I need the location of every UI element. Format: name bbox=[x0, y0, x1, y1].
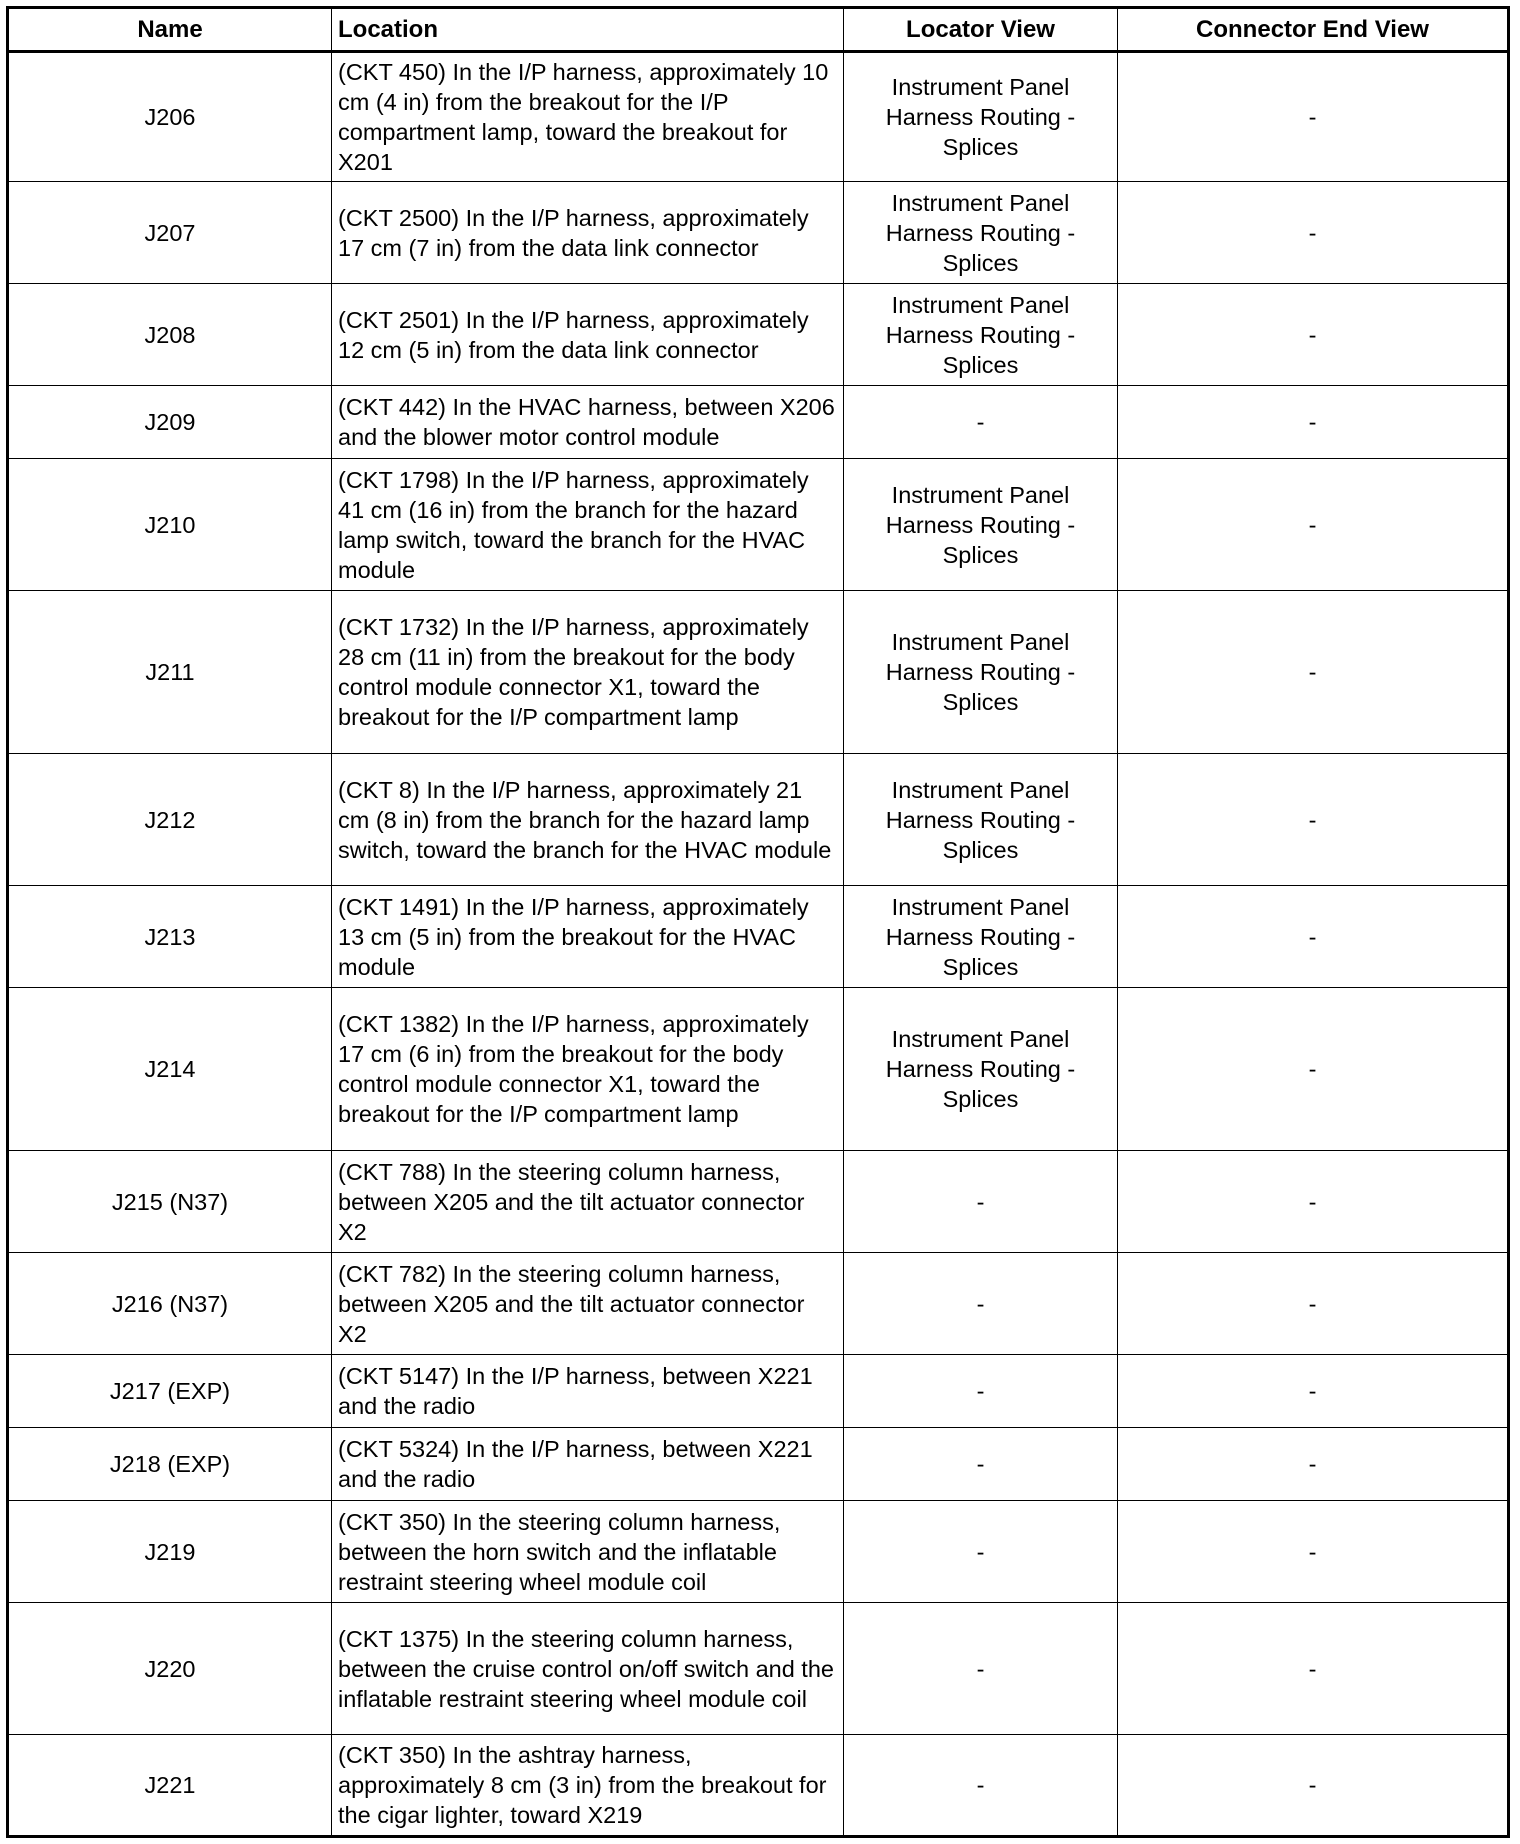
cell-connector-end-view: - bbox=[1118, 886, 1509, 988]
cell-connector-end-view: - bbox=[1118, 1253, 1509, 1355]
cell-name: J212 bbox=[8, 754, 332, 886]
cell-name: J210 bbox=[8, 459, 332, 591]
cell-connector-end-view: - bbox=[1118, 1151, 1509, 1253]
table-row bbox=[8, 52, 1509, 182]
table-row bbox=[8, 1151, 1509, 1253]
cell-location: (CKT 8) In the I/P harness, approximately 21 cm (8 in) from the branch for the hazard lamp switch, toward the branch for the HVAC module bbox=[332, 754, 844, 886]
cell-location: (CKT 442) In the HVAC harness, between X206 and the blower motor control module bbox=[332, 386, 844, 459]
cell-location: (CKT 350) In the ashtray harness, approximately 8 cm (3 in) from the breakout for the cigar lighter, toward X219 bbox=[332, 1735, 844, 1837]
cell-connector-end-view: - bbox=[1118, 591, 1509, 754]
table-row bbox=[8, 386, 1509, 459]
table-header-row bbox=[8, 8, 1509, 52]
cell-locator-view: - bbox=[844, 1355, 1118, 1428]
cell-locator-view: - bbox=[844, 1735, 1118, 1837]
cell-location: (CKT 1732) In the I/P harness, approximately 28 cm (11 in) from the breakout for the body control module connector X1, toward the breakout for the I/P compartment lamp bbox=[332, 591, 844, 754]
header-name: Name bbox=[8, 8, 332, 52]
cell-name: J218 (EXP) bbox=[8, 1428, 332, 1501]
cell-connector-end-view: - bbox=[1118, 284, 1509, 386]
cell-connector-end-view: - bbox=[1118, 1428, 1509, 1501]
table-row bbox=[8, 1501, 1509, 1603]
cell-name: J211 bbox=[8, 591, 332, 754]
table-row bbox=[8, 591, 1509, 754]
header-location: Location bbox=[332, 8, 844, 52]
cell-location: (CKT 450) In the I/P harness, approximately 10 cm (4 in) from the breakout for the I/P compartment lamp, toward the breakout for X201 bbox=[332, 52, 844, 182]
cell-location: (CKT 350) In the steering column harness, between the horn switch and the inflatable restraint steering wheel module coil bbox=[332, 1501, 844, 1603]
cell-location: (CKT 2501) In the I/P harness, approximately 12 cm (5 in) from the data link connector bbox=[332, 284, 844, 386]
cell-locator-view: Instrument Panel Harness Routing - Splices bbox=[844, 591, 1118, 754]
cell-connector-end-view: - bbox=[1118, 1355, 1509, 1428]
cell-name: J219 bbox=[8, 1501, 332, 1603]
cell-connector-end-view: - bbox=[1118, 988, 1509, 1151]
cell-name: J221 bbox=[8, 1735, 332, 1837]
cell-locator-view: Instrument Panel Harness Routing - Splices bbox=[844, 284, 1118, 386]
table-row bbox=[8, 284, 1509, 386]
table-row bbox=[8, 1735, 1509, 1837]
cell-location: (CKT 5147) In the I/P harness, between X221 and the radio bbox=[332, 1355, 844, 1428]
cell-locator-view: - bbox=[844, 1253, 1118, 1355]
cell-locator-view: Instrument Panel Harness Routing - Splices bbox=[844, 988, 1118, 1151]
table-row bbox=[8, 1355, 1509, 1428]
table-row bbox=[8, 988, 1509, 1151]
cell-connector-end-view: - bbox=[1118, 182, 1509, 284]
cell-connector-end-view: - bbox=[1118, 754, 1509, 886]
cell-locator-view: - bbox=[844, 386, 1118, 459]
header-locator-view: Locator View bbox=[844, 8, 1118, 52]
cell-connector-end-view: - bbox=[1118, 1735, 1509, 1837]
cell-name: J208 bbox=[8, 284, 332, 386]
cell-locator-view: - bbox=[844, 1603, 1118, 1735]
cell-name: J213 bbox=[8, 886, 332, 988]
cell-connector-end-view: - bbox=[1118, 386, 1509, 459]
cell-connector-end-view: - bbox=[1118, 1501, 1509, 1603]
table-row bbox=[8, 886, 1509, 988]
cell-location: (CKT 788) In the steering column harness, between X205 and the tilt actuator connector X2 bbox=[332, 1151, 844, 1253]
cell-locator-view: Instrument Panel Harness Routing - Splices bbox=[844, 754, 1118, 886]
splice-table bbox=[6, 6, 1510, 1838]
cell-name: J214 bbox=[8, 988, 332, 1151]
cell-locator-view: - bbox=[844, 1428, 1118, 1501]
cell-location: (CKT 5324) In the I/P harness, between X221 and the radio bbox=[332, 1428, 844, 1501]
cell-locator-view: Instrument Panel Harness Routing - Splices bbox=[844, 182, 1118, 284]
table-row bbox=[8, 459, 1509, 591]
table-row bbox=[8, 1428, 1509, 1501]
cell-locator-view: - bbox=[844, 1501, 1118, 1603]
cell-connector-end-view: - bbox=[1118, 1603, 1509, 1735]
cell-location: (CKT 1375) In the steering column harness, between the cruise control on/off switch and the inflatable restraint steering wheel module coil bbox=[332, 1603, 844, 1735]
cell-name: J216 (N37) bbox=[8, 1253, 332, 1355]
cell-locator-view: Instrument Panel Harness Routing - Splices bbox=[844, 52, 1118, 182]
cell-name: J206 bbox=[8, 52, 332, 182]
cell-name: J220 bbox=[8, 1603, 332, 1735]
table-row bbox=[8, 754, 1509, 886]
cell-location: (CKT 2500) In the I/P harness, approximately 17 cm (7 in) from the data link connector bbox=[332, 182, 844, 284]
table-row bbox=[8, 1253, 1509, 1355]
cell-location: (CKT 1798) In the I/P harness, approximately 41 cm (16 in) from the branch for the hazard lamp switch, toward the branch for the HVAC module bbox=[332, 459, 844, 591]
cell-name: J215 (N37) bbox=[8, 1151, 332, 1253]
cell-locator-view: - bbox=[844, 1151, 1118, 1253]
cell-name: J217 (EXP) bbox=[8, 1355, 332, 1428]
cell-name: J209 bbox=[8, 386, 332, 459]
cell-location: (CKT 1491) In the I/P harness, approximately 13 cm (5 in) from the breakout for the HVAC module bbox=[332, 886, 844, 988]
cell-connector-end-view: - bbox=[1118, 52, 1509, 182]
cell-locator-view: Instrument Panel Harness Routing - Splices bbox=[844, 459, 1118, 591]
cell-name: J207 bbox=[8, 182, 332, 284]
cell-locator-view: Instrument Panel Harness Routing - Splices bbox=[844, 886, 1118, 988]
table-row bbox=[8, 1603, 1509, 1735]
cell-location: (CKT 1382) In the I/P harness, approximately 17 cm (6 in) from the breakout for the body control module connector X1, toward the breakout for the I/P compartment lamp bbox=[332, 988, 844, 1151]
header-connector-end-view: Connector End View bbox=[1118, 8, 1509, 52]
cell-connector-end-view: - bbox=[1118, 459, 1509, 591]
cell-location: (CKT 782) In the steering column harness, between X205 and the tilt actuator connector X2 bbox=[332, 1253, 844, 1355]
table-row bbox=[8, 182, 1509, 284]
